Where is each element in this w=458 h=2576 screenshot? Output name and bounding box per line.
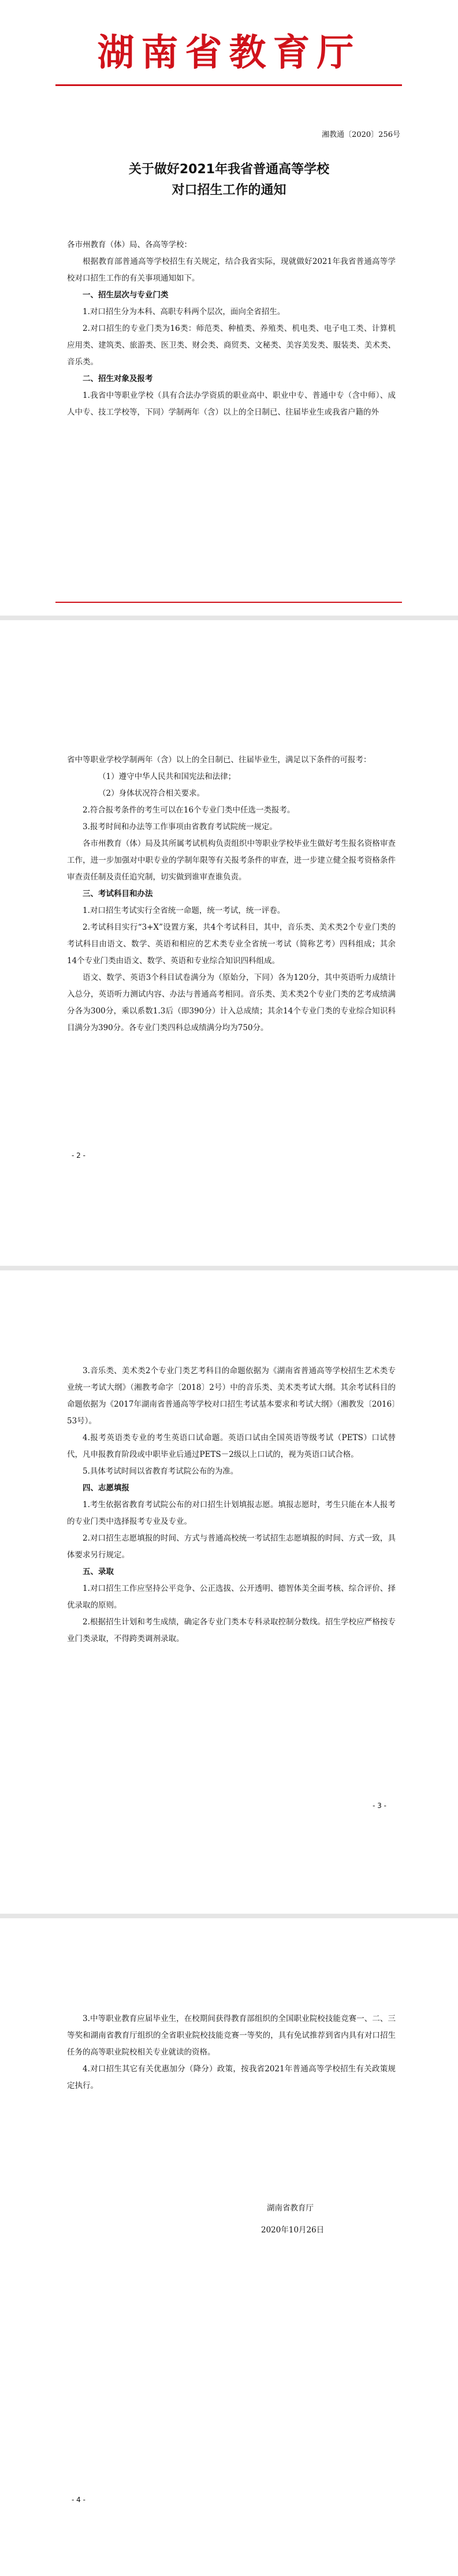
- page-number-2: - 2 -: [72, 1151, 85, 1160]
- s4-paragraph-2: 2.对口招生志愿填报的时间、方式与普通高校统一考试招生志愿填报的时间、方式一致，具体要求另行规定。: [67, 1534, 396, 1560]
- s2-paragraph-1-part: 1.我省中等职业学校（具有合法办学资质的职业高中、职业中专、普通中专（含中师）、成人中专、技工学校等，下同）学制两年（含）以上的全日制已、往届毕业生或我省户籍的外: [67, 391, 396, 417]
- intro-paragraph: 根据教育部普通高等学校招生有关规定，结合我省实际，现就做好2021年我省普通高等学校对口招生工作的有关事项通知如下。: [67, 257, 396, 283]
- doc-number: 湘教通〔2020〕256号: [322, 131, 400, 139]
- page-2: [0, 620, 458, 1266]
- page-3: [0, 1270, 458, 1914]
- red-rule-bottom: [55, 602, 402, 603]
- condition-2: （2）身体状况符合相关要求。: [98, 789, 205, 798]
- s2-paragraph-1-cont: 省中等职业学校学制两年（含）以上的全日制已、往届毕业生，满足以下条件的可报考：: [67, 755, 371, 765]
- s3-paragraph-2: 2.考试科目实行“3+X”设置方案，共4个考试科目，其中，音乐类、美术类2个专业门类的考试科目由语文、数学、英语和相应的艺术类专业全省统一考试（简称艺考）四科组成；其余14个专业门类由语文、数学、英语和专业综合知识四科组成。: [67, 923, 396, 965]
- page3-body: [67, 1363, 396, 1647]
- red-rule-top: [55, 84, 402, 86]
- section3-heading: 三、考试科目和办法: [83, 889, 153, 899]
- section2-heading: 二、招生对象及报考: [83, 374, 153, 383]
- doc-title-line2: 对口招生工作的通知: [172, 183, 286, 197]
- section1-heading: 一、招生层次与专业门类: [83, 290, 169, 300]
- s5-paragraph-2: 2.根据招生计划和考生成绩，确定各专业门类本专科录取控制分数线。招生学校应严格按专业门类录取，不得跨类调剂录取。: [67, 1617, 396, 1643]
- s5-paragraph-4: 4.对口招生其它有关优惠加分（降分）政策，按我省2021年普通高等学校招生有关政策规定执行。: [67, 2064, 396, 2090]
- page-gap-2: [0, 1266, 458, 1270]
- s1-paragraph-1: 1.对口招生分为本科、高职专科两个层次，面向全省招生。: [83, 307, 285, 316]
- s2-paragraph-2: 2.符合报考条件的考生可以在16个专业门类中任选一类报考。: [83, 806, 295, 815]
- page-4: [0, 1918, 458, 2576]
- page4-body: [67, 2011, 396, 2094]
- s3-paragraph-6: 5.具体考试时间以省教育考试院公布的为准。: [83, 1467, 239, 1476]
- s1-paragraph-2: 2.对口招生的专业门类为16类：师范类、种植类、养殖类、机电类、电子电工类、计算机应用类、建筑类、旅游类、医卫类、财会类、商贸类、文秘类、美容美发类、服装类、美术类、音乐类。: [67, 324, 396, 367]
- condition-1: （1）遵守中华人民共和国宪法和法律；: [98, 772, 236, 781]
- issue-date: 2020年10月26日: [261, 2225, 325, 2235]
- section4-heading: 四、志愿填报: [83, 1483, 129, 1493]
- page2-body: [67, 752, 396, 1037]
- s3-paragraph-5: 4.报考英语类专业的考生英语口试命题。英语口试由全国英语等级考试（PETS）口试替代，凡申报教育阶段或中职毕业后通过PETS－2级以上口试的，视为英语口试合格。: [67, 1433, 396, 1459]
- page-gap-1: [0, 616, 458, 620]
- org-title: 湖南省教育厅: [97, 31, 361, 74]
- doc-title-line1: 关于做好2021年我省普通高等学校: [128, 162, 330, 177]
- page-number-3: - 3 -: [373, 1802, 386, 1810]
- s5-paragraph-1: 1.对口招生工作应坚持公平竞争、公正选拔、公开透明、德智体美全面考核、综合评价、择优录取的原则。: [67, 1584, 396, 1610]
- s2-paragraph-3: 3.报考时间和办法等工作事项由省教育考试院统一规定。: [83, 822, 277, 832]
- page-1: [0, 0, 458, 616]
- s2-paragraph-4: 各市州教育（体）局及其所属考试机构负责组织中等职业学校毕业生做好考生报名资格审查工作，进一步加强对中职专业的学制年限等有关报考条件的审查，进一步建立健全报考资格条件审查责任制及责任追究制，切实做到谁审查谁负责。: [67, 839, 396, 882]
- page-gap-3: [0, 1914, 458, 1918]
- s3-paragraph-4: 3.音乐类、美术类2个专业门类艺考科目的命题依据为《湖南省普通高等学校招生艺术类专业统一考试大纲》（湘教考命字〔2018〕2号）中的音乐类、美术类考试大纲。其余考试科目的命题依据为《2017年湖南省普通高等学校对口招生考试基本要求和考试大纲》（湘教发〔2016〕53号）。: [67, 1366, 396, 1426]
- page-number-4: - 4 -: [72, 2496, 85, 2504]
- s3-paragraph-1: 1.对口招生考试实行全省统一命题，统一考试，统一评卷。: [83, 906, 285, 915]
- section5-heading: 五、录取: [83, 1567, 114, 1576]
- s5-paragraph-3: 3.中等职业教育应届毕业生，在校期间获得教育部组织的全国职业院校技能竞赛一、二、三等奖和湖南省教育厅组织的全省职业院校技能竞赛一等奖的，具有免试推荐到省内具有对口招生任务的高等职业院校相关专业就读的资格。: [67, 2014, 396, 2057]
- salutation: 各市州教育（体）局、各高等学校：: [67, 240, 192, 249]
- s3-paragraph-3: 语文、数学、英语3个科目试卷满分为（原始分，下同）各为120分，其中英语听力成绩计入总分，英语听力测试内容、办法与普通高考相同。音乐类、美术类2个专业门类的艺考成绩满分各为300分，乘以系数1.3后（即390分）计入总成绩；其余14个专业门类的专业综合知识科目满分为390分。各专业门类四科总成绩满分均为750分。: [67, 973, 396, 1032]
- s4-paragraph-1: 1.考生依据省教育考试院公布的对口招生计划填报志愿。填报志愿时，考生只能在本人报考的专业门类中选择报考专业及专业。: [67, 1500, 396, 1526]
- page1-body: [67, 237, 396, 421]
- signature: 湖南省教育厅: [267, 2204, 314, 2213]
